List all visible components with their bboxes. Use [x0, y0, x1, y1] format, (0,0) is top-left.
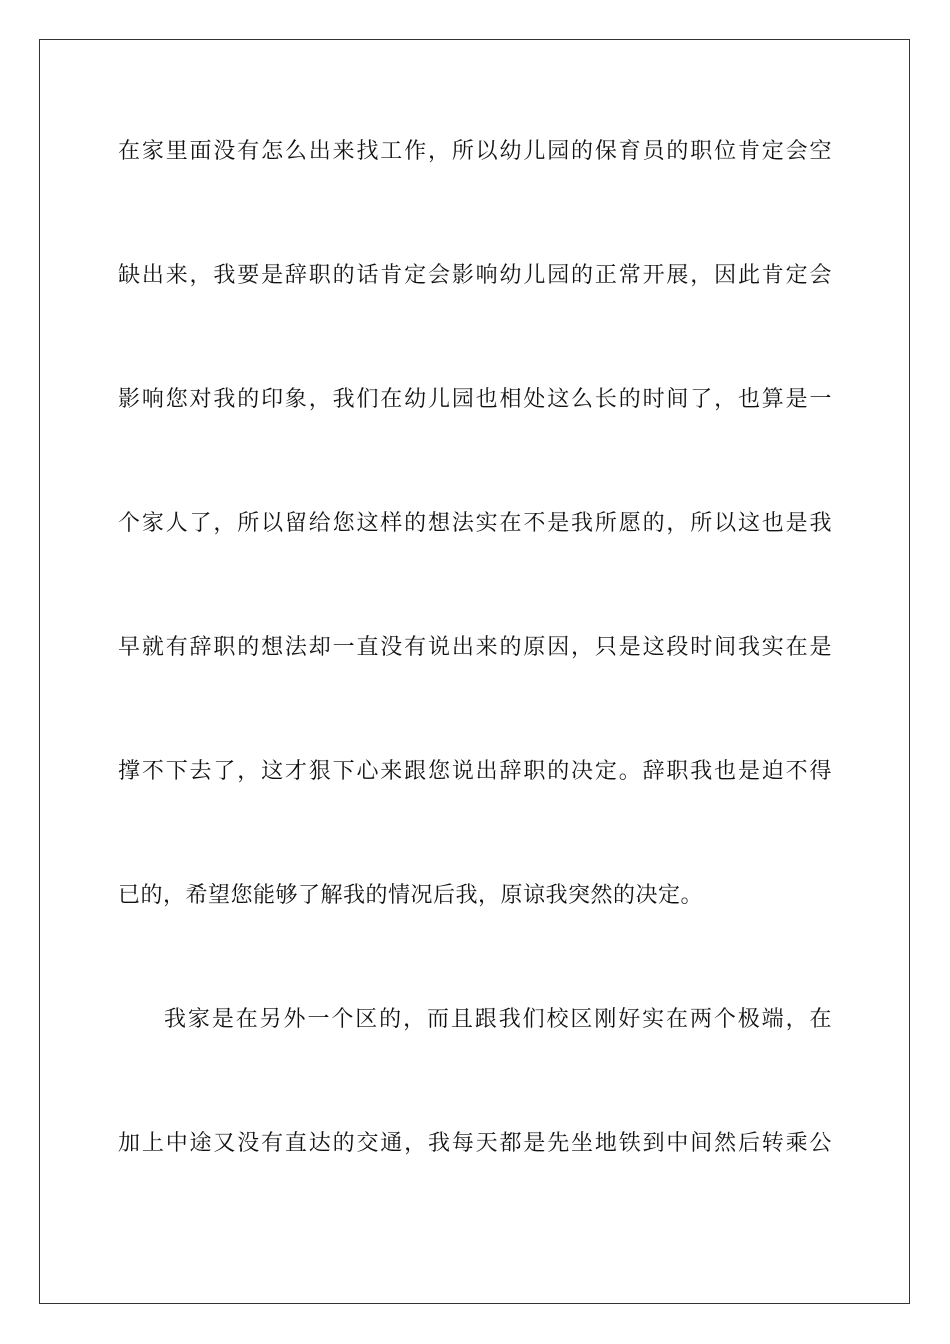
text-line: 个家人了，所以留给您这样的想法实在不是我所愿的，所以这也是我	[118, 511, 832, 536]
text-line: 在家里面没有怎么出来找工作，所以幼儿园的保育员的职位肯定会空	[118, 139, 832, 164]
page-frame	[39, 39, 910, 1304]
paragraph-start-line: 我家是在另外一个区的，而且跟我们校区刚好实在两个极端，在	[164, 1007, 832, 1032]
text-line: 早就有辞职的想法却一直没有说出来的原因，只是这段时间我实在是	[118, 635, 832, 660]
text-line: 撑不下去了，这才狠下心来跟您说出辞职的决定。辞职我也是迫不得	[118, 759, 832, 784]
text-line: 加上中途又没有直达的交通，我每天都是先坐地铁到中间然后转乘公	[118, 1131, 832, 1156]
text-line: 缺出来，我要是辞职的话肯定会影响幼儿园的正常开展，因此肯定会	[118, 263, 832, 288]
text-line: 影响您对我的印象，我们在幼儿园也相处这么长的时间了，也算是一	[118, 387, 832, 412]
text-line: 已的，希望您能够了解我的情况后我，原谅我突然的决定。	[118, 883, 704, 908]
